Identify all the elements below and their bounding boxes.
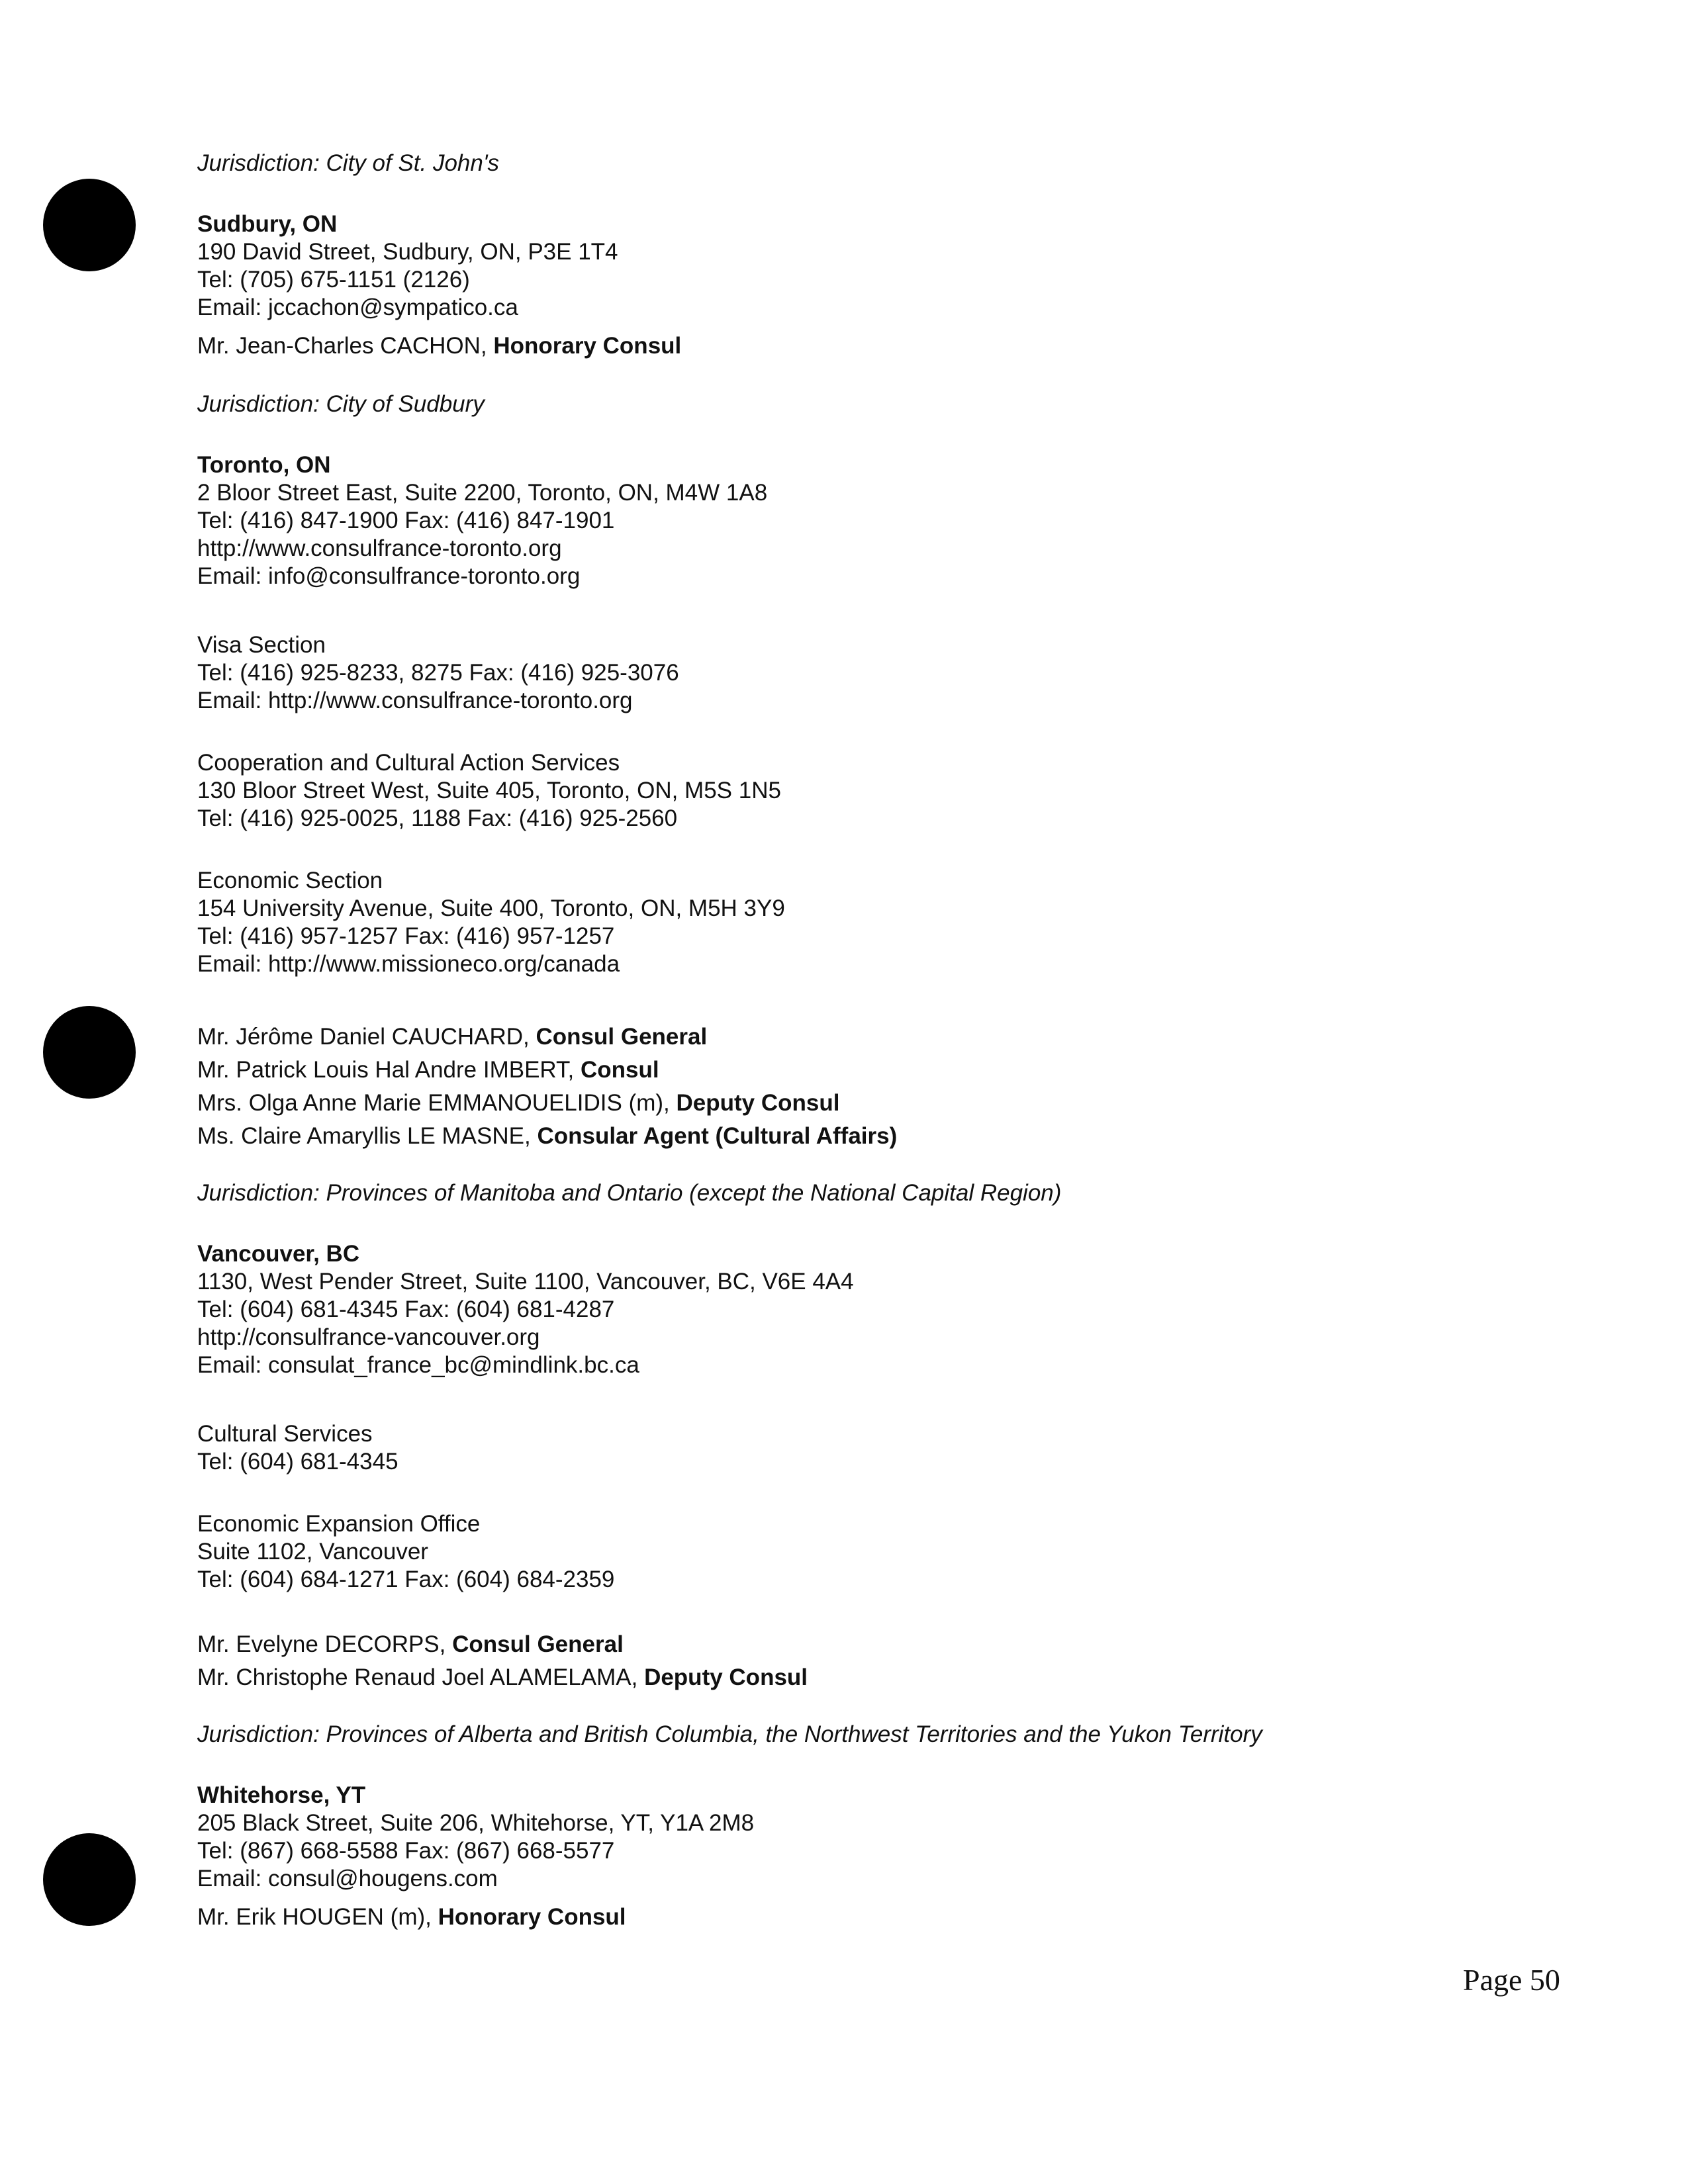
tel-line: Tel: (416) 847-1900 Fax: (416) 847-1901 xyxy=(197,508,615,533)
city-heading-sudbury: Sudbury, ON xyxy=(197,211,338,237)
page-number: Page 50 xyxy=(1463,1963,1560,1997)
officer-name: Mrs. Olga Anne Marie EMMANOUELIDIS (m), xyxy=(197,1090,670,1116)
cooperation-tel-line: Tel: (416) 925-0025, 1188 Fax: (416) 925-2560 xyxy=(197,805,678,831)
punch-hole-bottom xyxy=(43,1833,136,1926)
officer-name: Mr. Jérôme Daniel CAUCHARD, xyxy=(197,1024,530,1050)
officer-line xyxy=(197,332,1587,360)
cooperation-address-line: 130 Bloor Street West, Suite 405, Toronto, ON, M5S 1N5 xyxy=(197,778,781,803)
officer-title: Honorary Consul xyxy=(438,1904,626,1930)
officer-line xyxy=(197,1120,1587,1153)
sudbury-entry xyxy=(197,210,1587,418)
address-line: 2 Bloor Street East, Suite 2200, Toronto, ON, M4W 1A8 xyxy=(197,480,768,506)
jurisdiction-st-johns: Jurisdiction: City of St. John's xyxy=(197,150,500,176)
city-heading-vancouver: Vancouver, BC xyxy=(197,1241,360,1267)
address-line: 1130, West Pender Street, Suite 1100, Vancouver, BC, V6E 4A4 xyxy=(197,1269,854,1295)
cultural-tel-line: Tel: (604) 681-4345 xyxy=(197,1449,399,1475)
toronto-officers xyxy=(197,1021,1587,1153)
visa-tel-line: Tel: (416) 925-8233, 8275 Fax: (416) 925-3076 xyxy=(197,660,679,686)
economic-address-line: 154 University Avenue, Suite 400, Toronto, ON, M5H 3Y9 xyxy=(197,895,785,921)
city-heading-whitehorse: Whitehorse, YT xyxy=(197,1782,366,1808)
toronto-entry xyxy=(197,451,1587,1207)
visa-email-line: Email: http://www.consulfrance-toronto.org xyxy=(197,688,633,713)
officer-name: Mr. Patrick Louis Hal Andre IMBERT, xyxy=(197,1057,575,1083)
economic-expansion-heading: Economic Expansion Office xyxy=(197,1511,481,1537)
web-line: http://consulfrance-vancouver.org xyxy=(197,1324,540,1350)
punch-hole-middle xyxy=(43,1006,136,1099)
officer-title: Honorary Consul xyxy=(493,333,682,359)
jurisdiction-vancouver: Jurisdiction: Provinces of Alberta and British Columbia, the Northwest Territories and the Yukon Territory xyxy=(197,1721,1262,1747)
economic-tel-line: Tel: (416) 957-1257 Fax: (416) 957-1257 xyxy=(197,923,615,949)
officer-line xyxy=(197,1661,1587,1694)
tel-line: Tel: (867) 668-5588 Fax: (867) 668-5577 xyxy=(197,1838,615,1864)
officer-line xyxy=(197,1021,1587,1054)
officer-title: Deputy Consul xyxy=(644,1664,808,1690)
vancouver-officers xyxy=(197,1628,1587,1694)
officer-name: Ms. Claire Amaryllis LE MASNE, xyxy=(197,1123,531,1149)
tel-line: Tel: (604) 681-4345 Fax: (604) 681-4287 xyxy=(197,1297,615,1322)
email-line: Email: jccachon@sympatico.ca xyxy=(197,295,518,320)
officer-line xyxy=(197,1087,1587,1120)
address-line: 205 Black Street, Suite 206, Whitehorse, YT, Y1A 2M8 xyxy=(197,1810,755,1836)
officer-title: Consul xyxy=(581,1057,659,1083)
officer-line xyxy=(197,1054,1587,1087)
cultural-services-heading: Cultural Services xyxy=(197,1421,373,1447)
email-line: Email: consulat_france_bc@mindlink.bc.ca xyxy=(197,1352,639,1378)
economic-address-line: Suite 1102, Vancouver xyxy=(197,1539,428,1565)
officer-name: Mr. Christophe Renaud Joel ALAMELAMA, xyxy=(197,1664,638,1690)
cooperation-heading: Cooperation and Cultural Action Services xyxy=(197,750,620,776)
officer-line xyxy=(197,1903,1587,1931)
officer-line xyxy=(197,1628,1587,1661)
jurisdiction-sudbury: Jurisdiction: City of Sudbury xyxy=(197,391,485,417)
economic-tel-line: Tel: (604) 684-1271 Fax: (604) 684-2359 xyxy=(197,1567,615,1592)
visa-section-heading: Visa Section xyxy=(197,632,326,658)
officer-name: Mr. Evelyne DECORPS, xyxy=(197,1631,446,1657)
web-line: http://www.consulfrance-toronto.org xyxy=(197,535,562,561)
officer-title: Consul General xyxy=(536,1024,708,1050)
email-line: Email: info@consulfrance-toronto.org xyxy=(197,563,581,589)
officer-title: Deputy Consul xyxy=(676,1090,840,1116)
whitehorse-entry xyxy=(197,1782,1587,1931)
email-line: Email: consul@hougens.com xyxy=(197,1866,498,1891)
tel-line: Tel: (705) 675-1151 (2126) xyxy=(197,267,470,293)
city-heading-toronto: Toronto, ON xyxy=(197,452,331,478)
jurisdiction-toronto: Jurisdiction: Provinces of Manitoba and Ontario (except the National Capital Region) xyxy=(197,1180,1062,1206)
officer-name: Mr. Jean-Charles CACHON, xyxy=(197,333,487,359)
address-line: 190 David Street, Sudbury, ON, P3E 1T4 xyxy=(197,239,618,265)
punch-hole-top xyxy=(43,179,136,271)
officer-name: Mr. Erik HOUGEN (m), xyxy=(197,1904,432,1930)
economic-section-heading: Economic Section xyxy=(197,868,383,893)
officer-title: Consular Agent (Cultural Affairs) xyxy=(537,1123,898,1149)
officer-title: Consul General xyxy=(452,1631,624,1657)
vancouver-entry xyxy=(197,1240,1587,1749)
economic-email-line: Email: http://www.missioneco.org/canada xyxy=(197,951,620,977)
document-body xyxy=(197,150,1587,1931)
